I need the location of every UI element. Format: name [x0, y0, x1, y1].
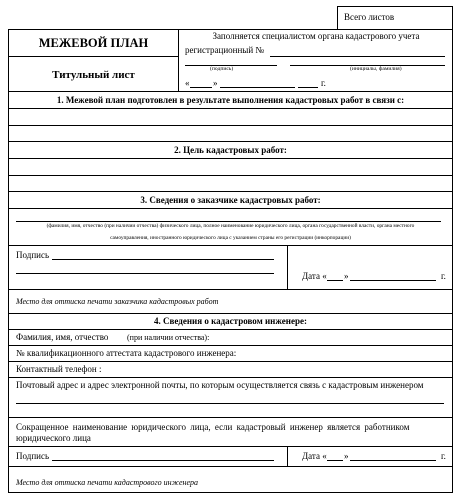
page-subtitle: Титульный лист	[52, 69, 135, 81]
reg-date-month-field[interactable]	[220, 87, 295, 88]
customer-caption-line2: самоуправления, иностранного юридического лица с указанием страны его регистрации (инкорпорации)	[110, 235, 351, 241]
section3-bottom-line	[8, 313, 453, 314]
reg-date-year-suffix: г.	[321, 78, 326, 88]
signature-caption: (подпись)	[210, 66, 234, 72]
engineer-fio-label: Фамилия, имя, отчество	[16, 332, 109, 342]
customer-date-day-field[interactable]	[327, 280, 343, 281]
certificate-label: № квалификационного аттестата кадастрового инженера:	[16, 348, 237, 358]
org-label-line2: юридического лица	[16, 433, 91, 443]
engineer-date-year-suffix: г.	[441, 451, 446, 461]
specialist-note: Заполняется специалистом органа кадастрового учета	[212, 31, 420, 41]
total-sheets-label: Всего листов	[344, 12, 395, 22]
header-bottom-line	[8, 91, 453, 92]
section1-line-2	[8, 125, 453, 126]
section1-line-1	[8, 108, 453, 109]
engineer-signature-label: Подпись	[16, 451, 50, 461]
engineer-fio-note: (при наличии отчества):	[127, 333, 210, 342]
customer-date-label: Дата «	[302, 271, 327, 281]
customer-date-month-field[interactable]	[350, 280, 436, 281]
section4-title: 4. Сведения о кадастровом инженере:	[154, 316, 307, 326]
engineer-date-month-field[interactable]	[350, 460, 436, 461]
customer-date-year-suffix: г.	[441, 271, 446, 281]
reg-date-day-field[interactable]	[190, 87, 212, 88]
customer-date-close: »	[344, 271, 349, 281]
reg-number-field[interactable]	[270, 56, 445, 57]
section3-caption-line	[8, 245, 453, 246]
customer-signature-field[interactable]	[52, 259, 274, 260]
address-label: Почтовый адрес и адрес электронной почты, по которым осуществляется связь с кадастровым инженером	[16, 380, 424, 390]
section3-title-line	[8, 208, 453, 209]
name-caption: (инициалы, фамилия)	[350, 66, 402, 72]
org-line	[8, 446, 453, 447]
engineer-fio-line	[8, 345, 453, 346]
engineer-date-label: Дата «	[302, 451, 327, 461]
phone-line	[8, 377, 453, 378]
section1-title: 1. Межевой план подготовлен в результате выполнения кадастровых работ в связи с:	[56, 95, 405, 105]
engineer-stamp-note: Место для оттиска печати кадастрового инженера	[16, 478, 199, 487]
section4-divider	[287, 446, 288, 466]
engineer-signature-field[interactable]	[52, 460, 274, 461]
section3-divider	[287, 245, 288, 289]
section3-sign-line	[8, 289, 453, 290]
header-split-line	[8, 56, 179, 57]
section1-line-3	[8, 141, 453, 142]
customer-stamp-note: Место для оттиска печати заказчика кадастровых работ	[16, 297, 219, 306]
page-title: МЕЖЕВОЙ ПЛАН	[38, 36, 149, 50]
section4-sign-line	[8, 466, 453, 467]
customer-signature-field-2[interactable]	[16, 273, 274, 274]
reg-date-year-field[interactable]	[298, 87, 318, 88]
section2-line-3	[8, 191, 453, 192]
section4-title-line	[8, 329, 453, 330]
customer-name-field[interactable]	[16, 221, 441, 222]
section2-title: 2. Цель кадастровых работ:	[174, 145, 287, 155]
certificate-line	[8, 361, 453, 362]
section3-title: 3. Сведения о заказчике кадастровых работ:	[140, 195, 321, 205]
section2-line-1	[8, 158, 453, 159]
reg-date-close: »	[213, 78, 218, 88]
phone-label: Контактный телефон :	[16, 364, 102, 374]
reg-date-open: «	[185, 78, 190, 88]
section2-line-2	[8, 175, 453, 176]
org-label-line1: Сокращенное наименование юридического лица, если кадастровый инженер является работником	[16, 422, 410, 432]
address-field[interactable]	[16, 403, 444, 404]
reg-number-label: регистрационный №	[185, 45, 265, 55]
customer-signature-label: Подпись	[16, 250, 50, 260]
address-line	[8, 417, 453, 418]
customer-caption-line1: (фамилия, имя, отчество (при наличии отчества) физического лица, полное наименование юридического лица, органа государственной власти, органа местного	[46, 223, 415, 229]
engineer-date-day-field[interactable]	[327, 460, 343, 461]
engineer-date-close: »	[344, 451, 349, 461]
